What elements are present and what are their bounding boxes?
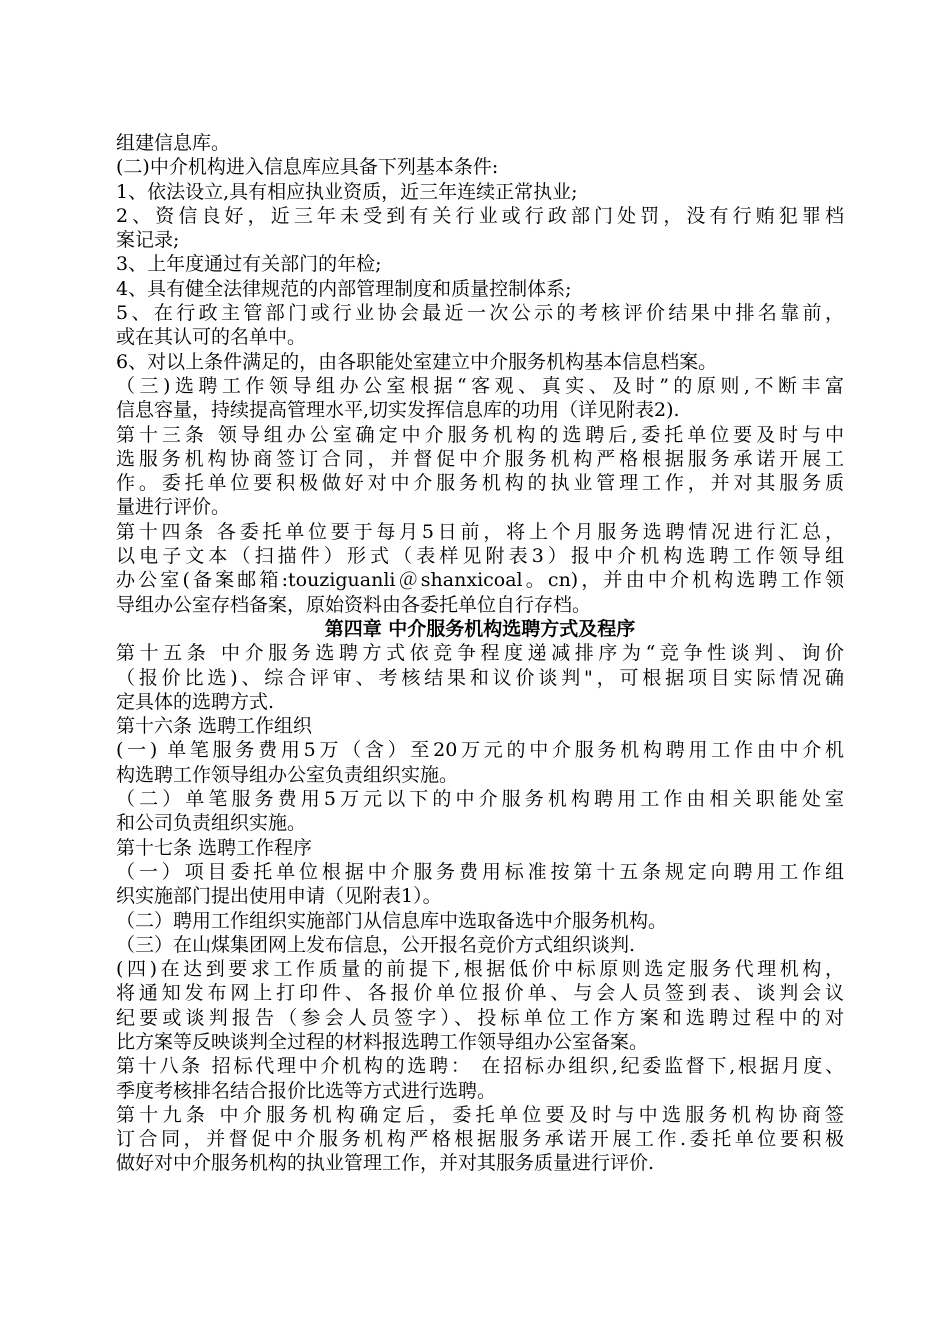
text-line: 构选聘工作领导组办公室负责组织实施。 [116,763,459,786]
text-line: 办公室(备案邮箱:touziguanli＠shanxicoal。cn)，并由中介机构选聘工作领 [116,569,844,592]
text-line: 量进行评价。 [116,496,231,519]
text-line: （一）项目委托单位根据中介服务费用标准按第十五条规定向聘用工作组 [116,860,844,883]
text-line: 第十三条 领导组办公室确定中介服务机构的选聘后,委托单位要及时与中 [116,423,844,446]
text-line: 订合同，并督促中介服务机构严格根据服务承诺开展工作.委托单位要积极 [116,1128,844,1151]
text-line: 3、上年度通过有关部门的年检; [116,253,382,276]
text-line: 第十四条 各委托单位要于每月5日前，将上个月服务选聘情况进行汇总， [116,520,844,543]
text-line: （二）单笔服务费用5万元以下的中介服务机构聘用工作由相关职能处室 [116,788,844,811]
text-line: 或在其认可的名单中。 [116,326,307,349]
text-line: 定具体的选聘方式. [116,690,275,713]
text-line: 季度考核排名结合报价比选等方式进行选聘。 [116,1079,497,1102]
text-line: 以电子文本（扫描件）形式（表样见附表3）报中介机构选聘工作领导组 [116,545,844,568]
text-line: (二)中介机构进入信息库应具备下列基本条件: [116,156,499,179]
text-line: 和公司负责组织实施。 [116,812,307,835]
text-line: 第十九条 中介服务机构确定后，委托单位要及时与中选服务机构协商签 [116,1103,844,1126]
text-line: （三)选聘工作领导组办公室根据“客观、真实、及时”的原则,不断丰富 [116,374,844,397]
text-line: 织实施部门提出使用申请（见附表1）。 [116,885,442,908]
text-line: (四)在达到要求工作质量的前提下,根据低价中标原则选定服务代理机构， [116,958,844,981]
document-body [116,131,844,1176]
text-line: （报价比选)、综合评审、考核结果和议价谈判"，可根据项目实际情况确 [116,666,844,689]
text-line: 比方案等反映谈判全过程的材料报选聘工作领导组办公室备案。 [116,1030,649,1053]
text-line: 纪要或谈判报告（参会人员签字）、投标单位工作方案和选聘过程中的对 [116,1006,844,1029]
text-line: 第十六条 选聘工作组织 [116,715,313,738]
text-line: 第十七条 选聘工作程序 [116,836,313,859]
text-line: 第十五条 中介服务选聘方式依竞争程度递减排序为“竞争性谈判、询价 [116,642,844,665]
text-line: 组建信息库。 [116,132,231,154]
chapter-heading: 第四章 中介服务机构选聘方式及程序 [324,617,636,640]
text-line: (一) 单笔服务费用5万（含）至20万元的中介服务机构聘用工作由中介机 [116,739,844,762]
text-line: 6、对以上条件满足的，由各职能处室建立中介服务机构基本信息档案。 [116,350,718,373]
text-line: （三）在山煤集团网上发布信息，公开报名竞价方式组织谈判. [116,933,636,956]
text-line: 1、依法设立,具有相应执业资质，近三年连续正常执业; [116,180,578,203]
text-line: 作。委托单位要积极做好对中介服务机构的执业管理工作，并对其服务质 [116,472,844,495]
text-line: 5、在行政主管部门或行业协会最近一次公示的考核评价结果中排名靠前， [116,302,844,325]
text-line: 第十八条 招标代理中介机构的选聘： 在招标办组织,纪委监督下,根据月度、 [116,1055,844,1078]
text-line: 4、具有健全法律规范的内部管理制度和质量控制体系; [116,277,572,300]
text-line: 信息容量，持续提高管理水平,切实发挥信息库的功用（详见附表2). [116,399,680,422]
text-line: 2、资信良好，近三年未受到有关行业或行政部门处罚，没有行贿犯罪档 [116,204,844,227]
text-line: 案记录; [116,229,180,252]
text-line: 导组办公室存档备案，原始资料由各委托单位自行存档。 [116,593,592,616]
text-line: 做好对中介服务机构的执业管理工作，并对其服务质量进行评价. [116,1152,655,1175]
text-line: 将通知发布网上打印件、各报价单位报价单、与会人员签到表、谈判会议 [116,982,844,1005]
text-line: 选服务机构协商签订合同，并督促中介服务机构严格根据服务承诺开展工 [116,447,844,470]
text-line: （二）聘用工作组织实施部门从信息库中选取备选中介服务机构。 [116,909,668,932]
